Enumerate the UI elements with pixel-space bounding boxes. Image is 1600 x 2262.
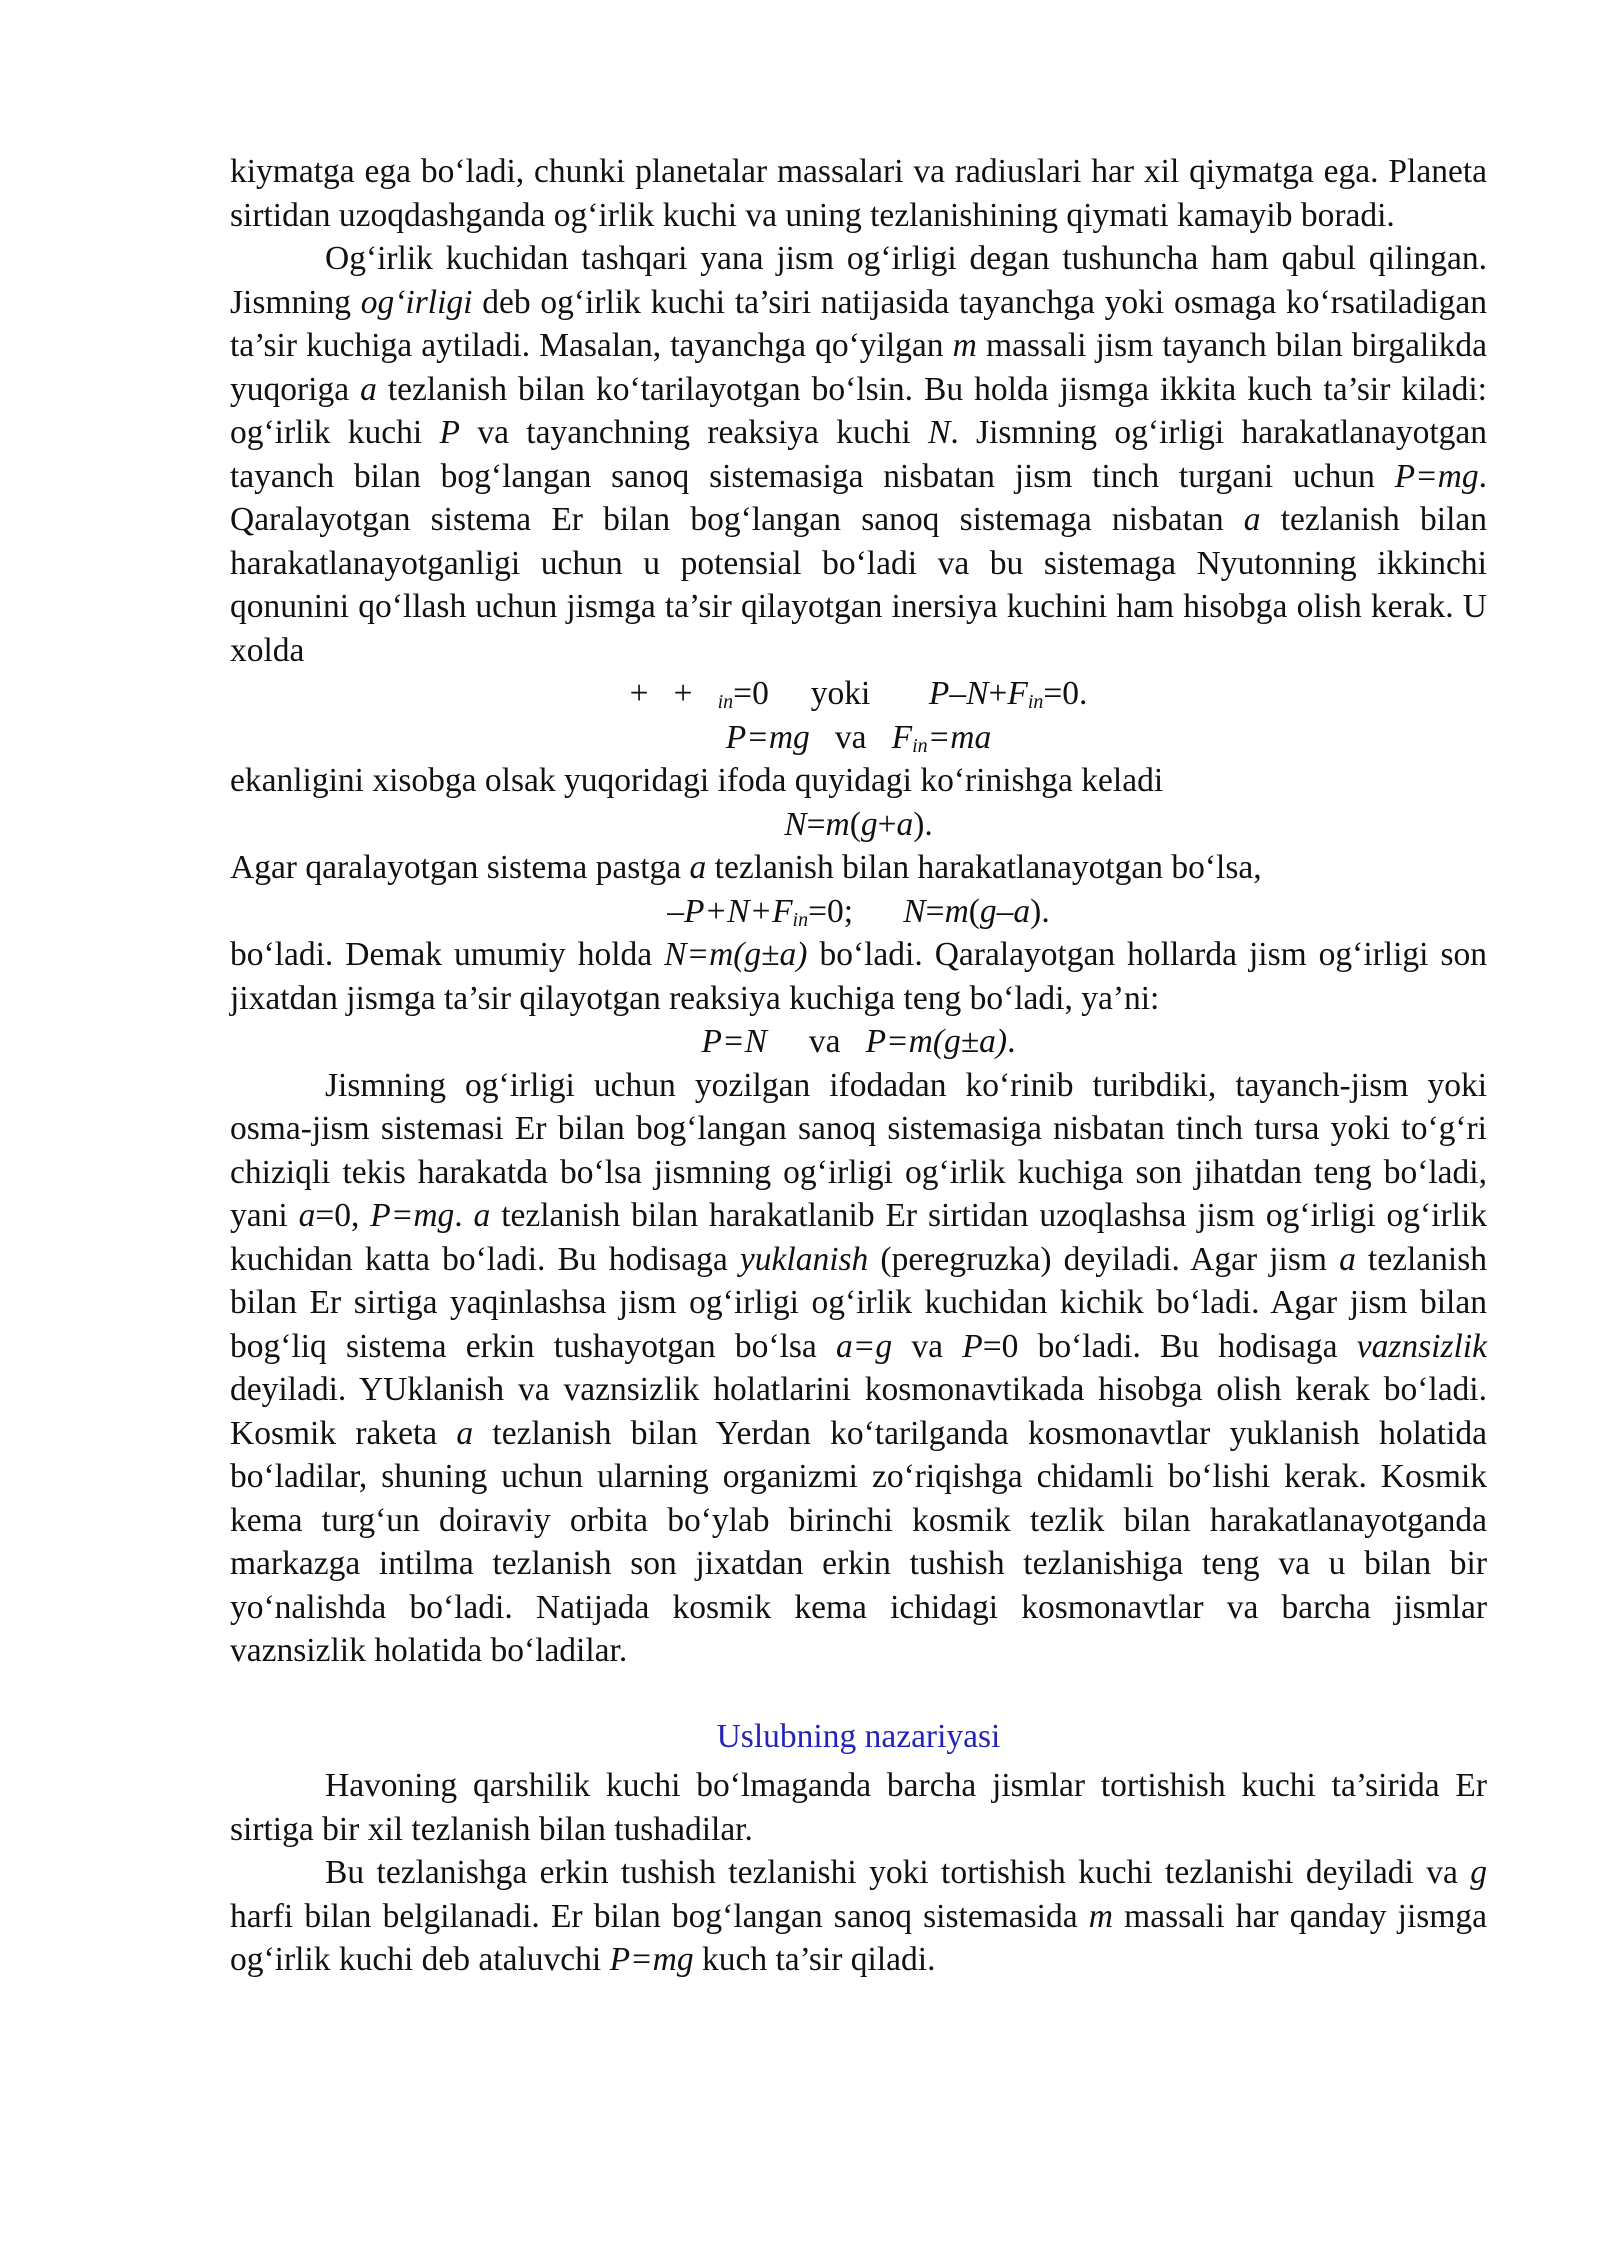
paragraph-5: bo‘ladi. Demak umumiy holda N=m(g±a) bo‘ladi. Qaralayotgan hollarda jism og‘irligi son jixatdan jismga ta’sir qilayotgan reaksiya kuchiga teng bo‘ladi, ya’ni: bbox=[230, 936, 1487, 1017]
term-weight: og‘irligi bbox=[360, 283, 473, 321]
equation-5: P=N va P=m(g±a). bbox=[701, 1023, 1016, 1060]
equation-2: P=mg va $F_{in}=ma$ bbox=[725, 718, 992, 757]
paragraph-2: Og‘irlik kuchidan tashqari yana jism og‘irligi degan tushuncha ham qabul qilingan. Jismning og‘irligi deb og‘irlik kuchi ta’siri natijasida tayanchga yoki osmaga ko‘rsatiladigan ta’sir kuchiga aytiladi. Masalan, tayanchga qo‘yilgan m massali jism tayanch bilan birgalikda yuqoriga a tezlanish bilan ko‘tarilayotgan bo‘lsin. Bu holda jismga ikkita kuch ta’sir kiladi: og‘irlik kuchi P va tayanchning reaksiya kuchi N. Jismning og‘irligi harakatlanayotgan tayanch bilan bog‘langan sanoq sistemasiga nisbatan jism tinch turgani uchun P=mg. Qaralayotgan sistema Er bilan bog‘langan sanoq sistemaga nisbatan a tezlanish bilan harakatlanayotganligi uchun u potensial bo‘ladi va bu sistemaga Nyutonning ikkinchi qonunini qo‘llash uchun jismga ta’sir qilayotgan inersiya kuchini ham hisobga olish kerak. U xolda bbox=[230, 240, 1487, 669]
paragraph-8: Bu tezlanishga erkin tushish tezlanishi yoki tortishish kuchi tezlanishi deyiladi va g harfi bilan belgilanadi. Er bilan bog‘langan sanoq sistemasida m massali har qanday jismga og‘irlik kuchi deb ataluvchi P=mg kuch ta’sir qiladi. bbox=[230, 1854, 1488, 1978]
equation-3: N=m(g+a). bbox=[784, 805, 933, 843]
paragraph-4: Agar qaralayotgan sistema pastga a tezlanish bilan harakatlanayotgan bo‘lsa, bbox=[230, 849, 1262, 886]
document-body bbox=[230, 150, 1487, 1982]
equation-4: $-P+N+F_{in}=0$; N=m(g–a). bbox=[667, 892, 1050, 931]
paragraph-7: Havoning qarshilik kuchi bo‘lmaganda barcha jismlar tortishish kuchi ta’sirida Er sirtiga bir xil tezlanish bilan tushadilar. bbox=[230, 1767, 1487, 1848]
paragraph-1: kiymatga ega bo‘ladi, chunki planetalar massalari va radiuslari har xil qiymatga ega. Planeta sirtidan uzoqdashganda og‘irlik kuchi va uning tezlanishining qiymati kamayib boradi. bbox=[230, 153, 1487, 234]
paragraph-3: ekanligini xisobga olsak yuqoridagi ifoda quyidagi ko‘rinishga keladi bbox=[230, 762, 1164, 799]
section-heading: Uslubning nazariyasi bbox=[716, 1717, 1001, 1755]
paragraph-6: Jismning og‘irligi uchun yozilgan ifodadan ko‘rinib turibdiki, tayanch-jism yoki osma-jism sistemasi Er bilan bog‘langan sanoq sistemasiga nisbatan tinch tursa yoki to‘g‘ri chiziqli tekis harakatda bo‘lsa jismning og‘irligi og‘irlik kuchiga son jihatdan teng bo‘ladi, yani a=0, P=mg. a tezlanish bilan harakatlanib Er sirtidan uzoqlashsa jism og‘irligi og‘irlik kuchidan katta bo‘ladi. Bu hodisaga yuklanish (peregruzka) deyiladi. Agar jism a tezlanish bilan Er sirtiga yaqinlashsa jism og‘irligi og‘irlik kuchidan kichik bo‘ladi. Agar jism bilan bog‘liq sistema erkin tushayotgan bo‘lsa a=g va P=0 bo‘ladi. Bu hodisaga vaznsizlik deyiladi. YUklanish va vaznsizlik holatlarini kosmonavtikada hisobga olish kerak bo‘ladi. Kosmik raketa a tezlanish bilan Yerdan ko‘tarilganda kosmonavtlar yuklanish holatida bo‘ladilar, shuning uchun ularning organizmi zo‘riqishga chidamli bo‘lishi kerak. Kosmik kema turg‘un doiraviy orbita bo‘ylab birinchi kosmik tezlik bilan harakatlanayotganda markazga intilma tezlanish son jixatdan erkin tushish tezlanishiga teng va u bilan bir yo‘nalishda bo‘ladi. Natijada kosmik kema ichidagi kosmonavtlar va barcha jismlar vaznsizlik holatida bo‘ladilar. bbox=[230, 1066, 1488, 1669]
term-weightlessness: vaznsizlik bbox=[1356, 1327, 1487, 1365]
term-overload: yuklanish bbox=[739, 1240, 869, 1278]
equation-1: + + $_{in}$=0 yoki $P-N+F_{in}=0$. bbox=[629, 675, 1088, 713]
